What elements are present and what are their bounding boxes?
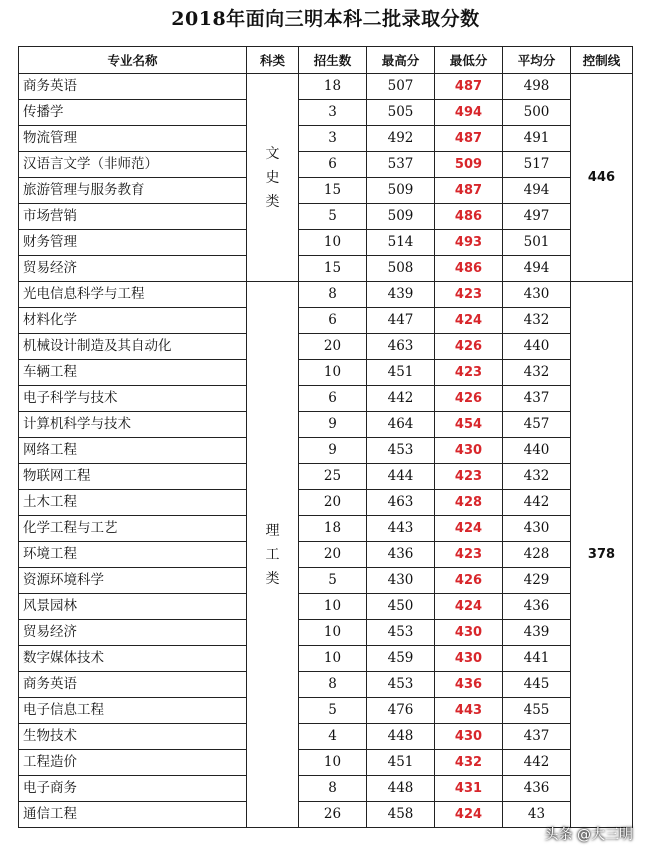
table-row [19,568,633,594]
table-row [19,100,633,126]
max-score: 450 [367,594,435,620]
enrollment-count: 6 [299,152,367,178]
avg-score: 494 [503,256,571,282]
max-score: 463 [367,490,435,516]
enrollment-count: 20 [299,490,367,516]
min-score: 430 [435,438,503,464]
enrollment-count: 20 [299,542,367,568]
major-name: 汉语言文学（非师范） [19,152,247,178]
min-score: 443 [435,698,503,724]
major-name: 土木工程 [19,490,247,516]
avg-score: 441 [503,646,571,672]
header-category: 科类 [247,47,299,74]
avg-score: 432 [503,360,571,386]
max-score: 451 [367,360,435,386]
enrollment-count: 9 [299,438,367,464]
avg-score: 432 [503,464,571,490]
enrollment-count: 10 [299,360,367,386]
min-score: 454 [435,412,503,438]
major-name: 物联网工程 [19,464,247,490]
max-score: 453 [367,438,435,464]
table-row [19,516,633,542]
avg-score: 432 [503,308,571,334]
major-name: 生物技术 [19,724,247,750]
watermark: 头条 @大三明 [544,827,633,843]
avg-score: 445 [503,672,571,698]
enrollment-count: 3 [299,100,367,126]
max-score: 448 [367,724,435,750]
max-score: 444 [367,464,435,490]
min-score: 423 [435,360,503,386]
avg-score: 501 [503,230,571,256]
enrollment-count: 18 [299,516,367,542]
table-row [19,698,633,724]
enrollment-count: 8 [299,672,367,698]
major-name: 化学工程与工艺 [19,516,247,542]
header-control-line: 控制线 [571,47,633,74]
major-name: 物流管理 [19,126,247,152]
major-name: 商务英语 [19,74,247,100]
header-min-score: 最低分 [435,47,503,74]
major-name: 计算机科学与技术 [19,412,247,438]
avg-score: 498 [503,74,571,100]
avg-score: 497 [503,204,571,230]
major-name: 贸易经济 [19,256,247,282]
score-table [18,46,633,828]
major-name: 财务管理 [19,230,247,256]
table-row [19,646,633,672]
avg-score: 430 [503,516,571,542]
major-name: 传播学 [19,100,247,126]
table-row [19,542,633,568]
table-row [19,204,633,230]
min-score: 487 [435,126,503,152]
max-score: 505 [367,100,435,126]
max-score: 458 [367,802,435,828]
category-char: 史 [265,169,280,186]
min-score: 436 [435,672,503,698]
major-name: 商务英语 [19,672,247,698]
avg-score: 43 [503,802,571,828]
major-name: 电子商务 [19,776,247,802]
table-row [19,74,633,100]
max-score: 447 [367,308,435,334]
avg-score: 457 [503,412,571,438]
avg-score: 437 [503,386,571,412]
min-score: 424 [435,516,503,542]
min-score: 486 [435,256,503,282]
header-avg-score: 平均分 [503,47,571,74]
major-name: 工程造价 [19,750,247,776]
table-row [19,464,633,490]
max-score: 448 [367,776,435,802]
category-char: 类 [265,193,280,210]
max-score: 442 [367,386,435,412]
table-row [19,620,633,646]
enrollment-count: 8 [299,282,367,308]
min-score: 431 [435,776,503,802]
min-score: 432 [435,750,503,776]
avg-score: 491 [503,126,571,152]
min-score: 493 [435,230,503,256]
enrollment-count: 18 [299,74,367,100]
enrollment-count: 3 [299,126,367,152]
min-score: 424 [435,308,503,334]
table-row [19,724,633,750]
table-row [19,438,633,464]
min-score: 487 [435,178,503,204]
major-name: 电子信息工程 [19,698,247,724]
avg-score: 437 [503,724,571,750]
max-score: 463 [367,334,435,360]
enrollment-count: 8 [299,776,367,802]
major-name: 光电信息科学与工程 [19,282,247,308]
table-row [19,126,633,152]
table-row [19,802,633,828]
max-score: 443 [367,516,435,542]
avg-score: 494 [503,178,571,204]
avg-score: 442 [503,750,571,776]
avg-score: 517 [503,152,571,178]
enrollment-count: 6 [299,308,367,334]
table-row [19,152,633,178]
major-name: 车辆工程 [19,360,247,386]
enrollment-count: 4 [299,724,367,750]
avg-score: 442 [503,490,571,516]
control-line-cell: 446 [571,74,633,282]
table-row [19,594,633,620]
enrollment-count: 10 [299,750,367,776]
major-name: 电子科学与技术 [19,386,247,412]
major-name: 资源环境科学 [19,568,247,594]
enrollment-count: 10 [299,620,367,646]
enrollment-count: 5 [299,698,367,724]
major-name: 机械设计制造及其自动化 [19,334,247,360]
major-name: 市场营销 [19,204,247,230]
max-score: 464 [367,412,435,438]
category-char: 类 [265,570,280,587]
control-line-cell: 378 [571,282,633,828]
max-score: 492 [367,126,435,152]
max-score: 476 [367,698,435,724]
page-title: 2018年面向三明本科二批录取分数 [171,8,480,30]
enrollment-count: 5 [299,204,367,230]
table-row [19,334,633,360]
avg-score: 440 [503,334,571,360]
min-score: 423 [435,282,503,308]
table-row [19,750,633,776]
enrollment-count: 15 [299,256,367,282]
max-score: 451 [367,750,435,776]
min-score: 426 [435,334,503,360]
max-score: 453 [367,672,435,698]
enrollment-count: 6 [299,386,367,412]
table-row [19,230,633,256]
avg-score: 436 [503,594,571,620]
min-score: 487 [435,74,503,100]
min-score: 430 [435,646,503,672]
min-score: 494 [435,100,503,126]
header-row [19,47,633,74]
enrollment-count: 9 [299,412,367,438]
enrollment-count: 20 [299,334,367,360]
avg-score: 500 [503,100,571,126]
category-cell [247,74,299,282]
max-score: 514 [367,230,435,256]
enrollment-count: 10 [299,230,367,256]
min-score: 486 [435,204,503,230]
max-score: 459 [367,646,435,672]
category-cell [247,282,299,828]
min-score: 426 [435,386,503,412]
header-enrollment: 招生数 [299,47,367,74]
avg-score: 429 [503,568,571,594]
max-score: 537 [367,152,435,178]
major-name: 数字媒体技术 [19,646,247,672]
header-max-score: 最高分 [367,47,435,74]
avg-score: 440 [503,438,571,464]
table-row [19,672,633,698]
table-row [19,178,633,204]
table-row [19,308,633,334]
avg-score: 439 [503,620,571,646]
avg-score: 436 [503,776,571,802]
category-char: 文 [265,145,280,162]
max-score: 508 [367,256,435,282]
enrollment-count: 15 [299,178,367,204]
table-row [19,360,633,386]
min-score: 509 [435,152,503,178]
enrollment-count: 10 [299,594,367,620]
avg-score: 430 [503,282,571,308]
max-score: 430 [367,568,435,594]
major-name: 贸易经济 [19,620,247,646]
major-name: 材料化学 [19,308,247,334]
min-score: 423 [435,542,503,568]
enrollment-count: 10 [299,646,367,672]
table-row [19,776,633,802]
avg-score: 428 [503,542,571,568]
table-row [19,282,633,308]
table-row [19,412,633,438]
major-name: 旅游管理与服务教育 [19,178,247,204]
major-name: 通信工程 [19,802,247,828]
major-name: 风景园林 [19,594,247,620]
min-score: 430 [435,620,503,646]
enrollment-count: 25 [299,464,367,490]
min-score: 424 [435,802,503,828]
min-score: 428 [435,490,503,516]
category-char: 工 [265,546,280,563]
major-name: 网络工程 [19,438,247,464]
max-score: 507 [367,74,435,100]
avg-score: 455 [503,698,571,724]
max-score: 439 [367,282,435,308]
max-score: 509 [367,204,435,230]
max-score: 509 [367,178,435,204]
min-score: 426 [435,568,503,594]
max-score: 436 [367,542,435,568]
header-major: 专业名称 [19,47,247,74]
min-score: 424 [435,594,503,620]
min-score: 430 [435,724,503,750]
table-row [19,490,633,516]
enrollment-count: 5 [299,568,367,594]
enrollment-count: 26 [299,802,367,828]
major-name: 环境工程 [19,542,247,568]
category-char: 理 [265,522,280,539]
table-row [19,386,633,412]
min-score: 423 [435,464,503,490]
table-row [19,256,633,282]
max-score: 453 [367,620,435,646]
